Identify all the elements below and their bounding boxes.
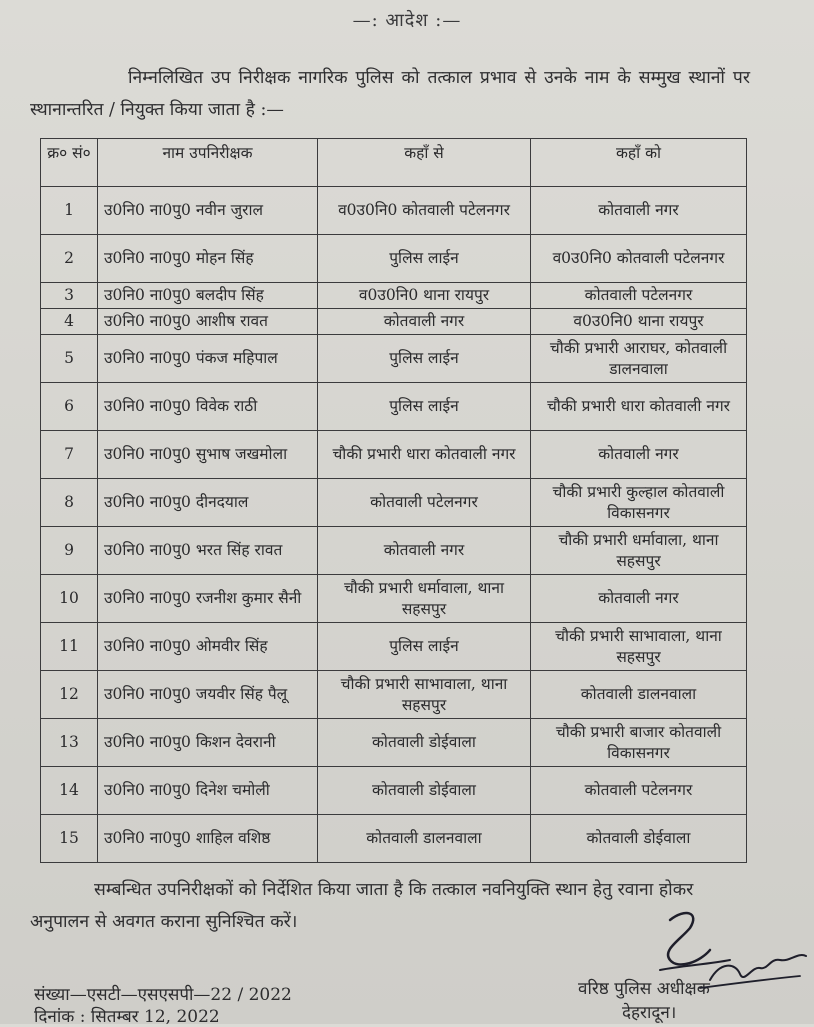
table-row (41, 309, 747, 335)
name-cell: उ0नि0 ना0पु0 भरत सिंह रावत (98, 527, 318, 575)
to-cell: व0उ0नि0 कोतवाली पटेलनगर (531, 235, 747, 283)
order-heading: —: आदेश :— (352, 10, 462, 31)
order-date: दिनांक : सितम्बर 12, 2022 (34, 1007, 220, 1027)
name-cell: उ0नि0 ना0पु0 दीनदयाल (98, 479, 318, 527)
to-cell: चौकी प्रभारी बाजार कोतवाली विकासनगर (531, 719, 747, 767)
from-cell: कोतवाली डालनवाला (318, 815, 531, 863)
to-cell: कोतवाली डालनवाला (531, 671, 747, 719)
table-body (41, 187, 747, 863)
name-cell: उ0नि0 ना0पु0 शाहिल वशिष्ठ (98, 815, 318, 863)
serial-cell: 8 (41, 479, 98, 527)
name-cell: उ0नि0 ना0पु0 पंकज महिपाल (98, 335, 318, 383)
name-cell: उ0नि0 ना0पु0 ओमवीर सिंह (98, 623, 318, 671)
table-row (41, 815, 747, 863)
from-cell: पुलिस लाईन (318, 335, 531, 383)
serial-cell: 7 (41, 431, 98, 479)
table-row (41, 623, 747, 671)
name-cell: उ0नि0 ना0पु0 रजनीश कुमार सैनी (98, 575, 318, 623)
name-cell: उ0नि0 ना0पु0 दिनेश चमोली (98, 767, 318, 815)
from-cell: व0उ0नि0 कोतवाली पटेलनगर (318, 187, 531, 235)
from-cell: पुलिस लाईन (318, 383, 531, 431)
from-cell: पुलिस लाईन (318, 235, 531, 283)
name-cell: उ0नि0 ना0पु0 सुभाष जखमोला (98, 431, 318, 479)
serial-cell: 2 (41, 235, 98, 283)
name-cell: उ0नि0 ना0पु0 किशन देवरानी (98, 719, 318, 767)
table-row (41, 575, 747, 623)
to-cell: कोतवाली पटेलनगर (531, 767, 747, 815)
table-row (41, 383, 747, 431)
header-name: नाम उपनिरीक्षक (98, 139, 318, 187)
from-cell: चौकी प्रभारी धर्मावाला, थाना सहसपुर (318, 575, 531, 623)
serial-cell: 5 (41, 335, 98, 383)
signatory-place: देहरादून। (622, 1003, 677, 1023)
header-serial: क्र० सं० (41, 139, 98, 187)
name-cell: उ0नि0 ना0पु0 विवेक राठी (98, 383, 318, 431)
serial-cell: 10 (41, 575, 98, 623)
serial-cell: 14 (41, 767, 98, 815)
table-row (41, 719, 747, 767)
transfer-table (40, 138, 747, 863)
to-cell: चौकी प्रभारी आराघर, कोतवाली डालनवाला (531, 335, 747, 383)
table-row (41, 479, 747, 527)
from-cell: कोतवाली नगर (318, 309, 531, 335)
serial-cell: 15 (41, 815, 98, 863)
serial-cell: 4 (41, 309, 98, 335)
to-cell: कोतवाली नगर (531, 187, 747, 235)
closing-paragraph: सम्बन्धित उपनिरीक्षकों को निर्देशित किया जाता है कि तत्काल नवनियुक्ति स्थान हेतु रवाना होकर अनुपालन से अवगत कराना सुनिश्चित करें। (30, 880, 694, 932)
to-cell: चौकी प्रभारी साभावाला, थाना सहसपुर (531, 623, 747, 671)
from-cell: कोतवाली डोईवाला (318, 767, 531, 815)
serial-cell: 12 (41, 671, 98, 719)
to-cell: चौकी प्रभारी धर्मावाला, थाना सहसपुर (531, 527, 747, 575)
serial-cell: 11 (41, 623, 98, 671)
from-cell: व0उ0नि0 थाना रायपुर (318, 283, 531, 309)
name-cell: उ0नि0 ना0पु0 बलदीप सिंह (98, 283, 318, 309)
to-cell: व0उ0नि0 थाना रायपुर (531, 309, 747, 335)
to-cell: चौकी प्रभारी धारा कोतवाली नगर (531, 383, 747, 431)
table-header-row (41, 139, 747, 187)
from-cell: कोतवाली पटेलनगर (318, 479, 531, 527)
from-cell: पुलिस लाईन (318, 623, 531, 671)
intro-paragraph: निम्नलिखित उप निरीक्षक नागरिक पुलिस को तत्काल प्रभाव से उनके नाम के सम्मुख स्थानों पर स्थानान्तरित / नियुक्त किया जाता है :— (30, 68, 750, 120)
reference-number: संख्या—एसटी—एसएसपी—22 / 2022 (34, 985, 292, 1005)
to-cell: कोतवाली पटेलनगर (531, 283, 747, 309)
serial-cell: 1 (41, 187, 98, 235)
serial-cell: 13 (41, 719, 98, 767)
serial-cell: 9 (41, 527, 98, 575)
signatory-designation: वरिष्ठ पुलिस अधीक्षक (578, 979, 710, 999)
serial-cell: 3 (41, 283, 98, 309)
from-cell: चौकी प्रभारी धारा कोतवाली नगर (318, 431, 531, 479)
name-cell: उ0नि0 ना0पु0 मोहन सिंह (98, 235, 318, 283)
to-cell: कोतवाली नगर (531, 431, 747, 479)
to-cell: कोतवाली डोईवाला (531, 815, 747, 863)
table-row (41, 335, 747, 383)
table-row (41, 283, 747, 309)
name-cell: उ0नि0 ना0पु0 आशीष रावत (98, 309, 318, 335)
from-cell: चौकी प्रभारी साभावाला, थाना सहसपुर (318, 671, 531, 719)
to-cell: चौकी प्रभारी कुल्हाल कोतवाली विकासनगर (531, 479, 747, 527)
to-cell: कोतवाली नगर (531, 575, 747, 623)
serial-cell: 6 (41, 383, 98, 431)
name-cell: उ0नि0 ना0पु0 जयवीर सिंह पैलू (98, 671, 318, 719)
handwritten-signature (640, 900, 810, 1010)
table-row (41, 767, 747, 815)
table-row (41, 235, 747, 283)
table-row (41, 671, 747, 719)
header-to: कहाँ को (531, 139, 747, 187)
header-from: कहाँ से (318, 139, 531, 187)
from-cell: कोतवाली नगर (318, 527, 531, 575)
table-row (41, 527, 747, 575)
table-row (41, 187, 747, 235)
name-cell: उ0नि0 ना0पु0 नवीन जुराल (98, 187, 318, 235)
from-cell: कोतवाली डोईवाला (318, 719, 531, 767)
table-row (41, 431, 747, 479)
